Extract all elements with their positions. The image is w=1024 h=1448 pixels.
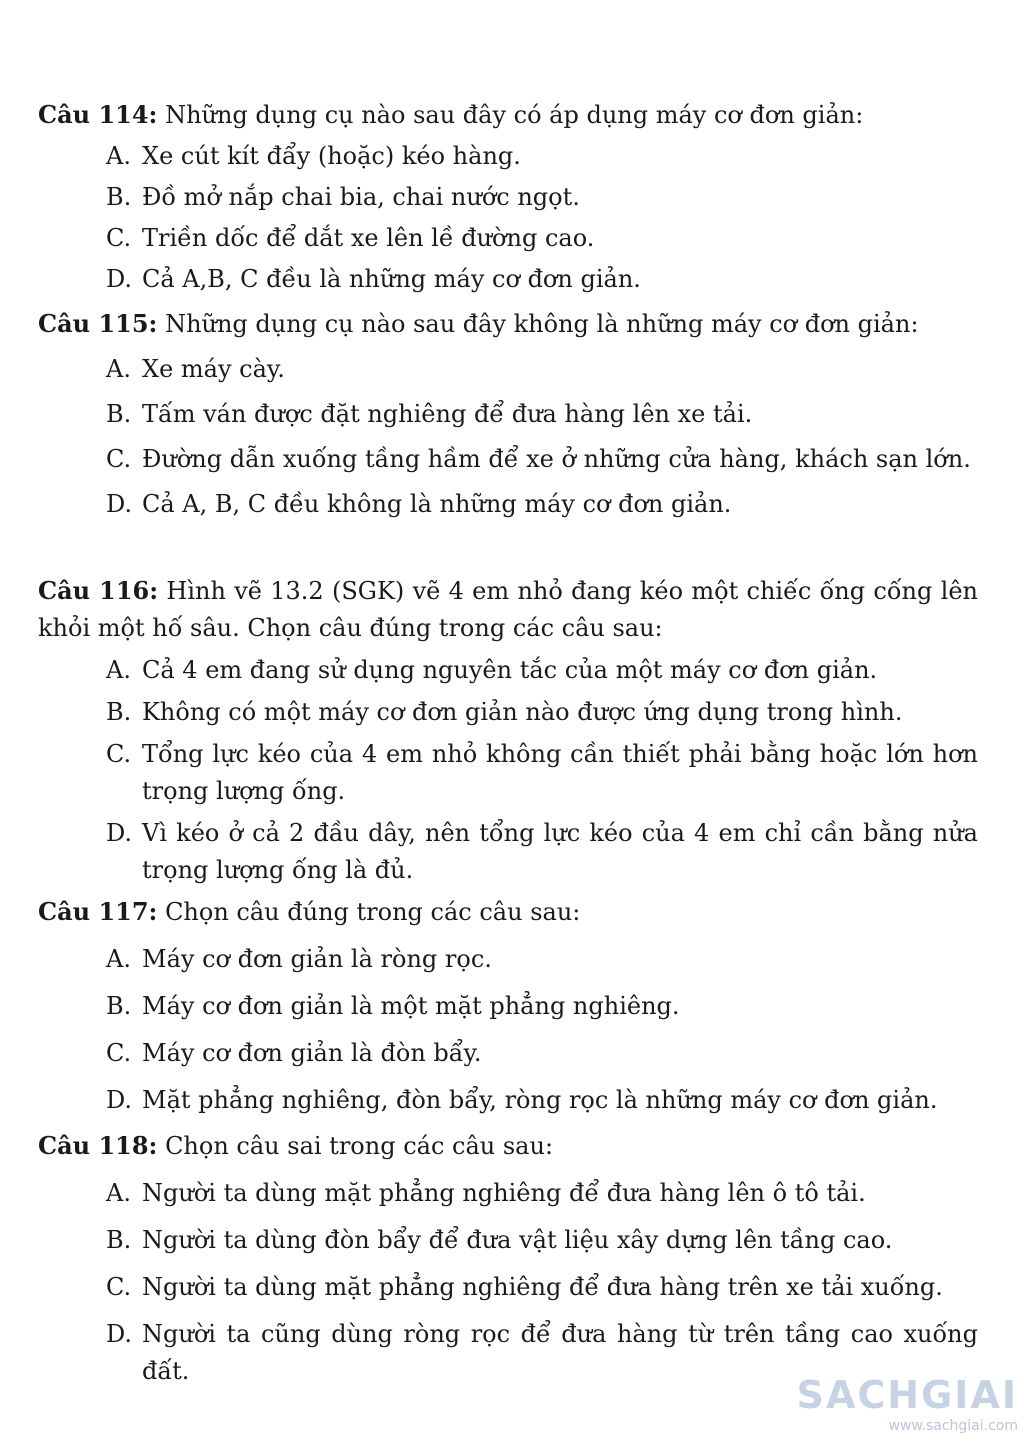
question-stem bbox=[38, 96, 978, 134]
option-text: Xe cút kít đẩy (hoặc) kéo hàng. bbox=[142, 142, 521, 170]
option-c bbox=[106, 1035, 978, 1072]
question-label: Câu 116: bbox=[38, 576, 159, 605]
option-text: Không có một máy cơ đơn giản nào được ứng dụng trong hình. bbox=[142, 698, 903, 726]
option-text: Cả A,B, C đều là những máy cơ đơn giản. bbox=[142, 265, 641, 293]
option-letter: B. bbox=[106, 992, 132, 1020]
option-text: Tổng lực kéo của 4 em nhỏ không cần thiết phải bằng hoặc lớn hơn trọng lượng ống. bbox=[142, 740, 978, 805]
question-text: Những dụng cụ nào sau đây không là những máy cơ đơn giản: bbox=[165, 310, 919, 338]
option-letter: A. bbox=[106, 142, 131, 170]
option-d bbox=[106, 261, 978, 298]
question-label: Câu 118: bbox=[38, 1131, 158, 1160]
option-a bbox=[106, 351, 978, 388]
option-letter: D. bbox=[106, 490, 133, 518]
option-text: Người ta dùng mặt phẳng nghiêng để đưa hàng lên ô tô tải. bbox=[142, 1179, 866, 1207]
option-text: Đồ mở nắp chai bia, chai nước ngọt. bbox=[142, 183, 580, 211]
option-b bbox=[106, 179, 978, 216]
question-116 bbox=[38, 572, 978, 889]
option-text: Cả 4 em đang sử dụng nguyên tắc của một máy cơ đơn giản. bbox=[142, 656, 878, 684]
option-b bbox=[106, 1222, 978, 1259]
option-c bbox=[106, 220, 978, 257]
option-text: Vì kéo ở cả 2 đầu dây, nên tổng lực kéo của 4 em chỉ cần bằng nửa trọng lượng ống là đủ. bbox=[142, 819, 978, 884]
question-115 bbox=[38, 305, 978, 523]
option-c bbox=[106, 736, 978, 810]
option-letter: D. bbox=[106, 1320, 133, 1348]
question-stem bbox=[38, 305, 978, 343]
option-text: Máy cơ đơn giản là ròng rọc. bbox=[142, 945, 492, 973]
option-letter: C. bbox=[106, 1039, 132, 1067]
question-stem bbox=[38, 893, 978, 931]
option-text: Đường dẫn xuống tầng hầm để xe ở những cửa hàng, khách sạn lớn. bbox=[142, 445, 971, 473]
option-letter: C. bbox=[106, 445, 132, 473]
option-text: Triền dốc để dắt xe lên lề đường cao. bbox=[142, 224, 595, 252]
option-d bbox=[106, 486, 978, 523]
option-text: Người ta cũng dùng ròng rọc để đưa hàng từ trên tầng cao xuống đất. bbox=[142, 1320, 978, 1385]
question-stem bbox=[38, 1127, 978, 1165]
question-stem bbox=[38, 572, 978, 647]
option-b bbox=[106, 694, 978, 731]
option-letter: A. bbox=[106, 656, 131, 684]
question-118 bbox=[38, 1127, 978, 1390]
option-text: Xe máy cày. bbox=[142, 355, 285, 383]
question-label: Câu 115: bbox=[38, 309, 158, 338]
option-d bbox=[106, 815, 978, 889]
question-117 bbox=[38, 893, 978, 1119]
question-114 bbox=[38, 96, 978, 298]
question-text: Hình vẽ 13.2 (SGK) vẽ 4 em nhỏ đang kéo một chiếc ống cống lên khỏi một hố sâu. Chọn câu đúng trong các câu sau: bbox=[38, 577, 978, 642]
option-letter: C. bbox=[106, 224, 132, 252]
option-text: Người ta dùng đòn bẩy để đưa vật liệu xây dựng lên tầng cao. bbox=[142, 1226, 893, 1254]
option-letter: D. bbox=[106, 265, 133, 293]
watermark-logo: SACHGIAI bbox=[796, 1373, 1018, 1417]
option-letter: B. bbox=[106, 400, 132, 428]
option-letter: A. bbox=[106, 355, 131, 383]
question-text: Chọn câu đúng trong các câu sau: bbox=[165, 898, 581, 926]
option-letter: B. bbox=[106, 698, 132, 726]
option-text: Máy cơ đơn giản là đòn bẩy. bbox=[142, 1039, 482, 1067]
option-text: Máy cơ đơn giản là một mặt phẳng nghiêng. bbox=[142, 992, 680, 1020]
option-letter: A. bbox=[106, 1179, 131, 1207]
option-letter: C. bbox=[106, 1273, 132, 1301]
option-text: Mặt phẳng nghiêng, đòn bẩy, ròng rọc là những máy cơ đơn giản. bbox=[142, 1086, 938, 1114]
question-label: Câu 114: bbox=[38, 100, 158, 129]
option-letter: B. bbox=[106, 1226, 132, 1254]
watermark-url: www.sachgiai.com bbox=[888, 1418, 1018, 1434]
option-c bbox=[106, 1269, 978, 1306]
option-c bbox=[106, 441, 978, 478]
option-letter: C. bbox=[106, 740, 132, 768]
option-letter: A. bbox=[106, 945, 131, 973]
question-text: Chọn câu sai trong các câu sau: bbox=[165, 1132, 554, 1160]
option-text: Cả A, B, C đều không là những máy cơ đơn giản. bbox=[142, 490, 732, 518]
option-b bbox=[106, 988, 978, 1025]
question-text: Những dụng cụ nào sau đây có áp dụng máy cơ đơn giản: bbox=[165, 101, 864, 129]
watermark bbox=[797, 1374, 1018, 1434]
option-b bbox=[106, 396, 978, 433]
option-a bbox=[106, 652, 978, 689]
option-a bbox=[106, 138, 978, 175]
option-letter: B. bbox=[106, 183, 132, 211]
option-text: Người ta dùng mặt phẳng nghiêng để đưa hàng trên xe tải xuống. bbox=[142, 1273, 943, 1301]
option-text: Tấm ván được đặt nghiêng để đưa hàng lên xe tải. bbox=[142, 400, 753, 428]
option-d bbox=[106, 1082, 978, 1119]
option-letter: D. bbox=[106, 819, 133, 847]
option-a bbox=[106, 1175, 978, 1212]
option-letter: D. bbox=[106, 1086, 133, 1114]
question-label: Câu 117: bbox=[38, 897, 158, 926]
option-a bbox=[106, 941, 978, 978]
